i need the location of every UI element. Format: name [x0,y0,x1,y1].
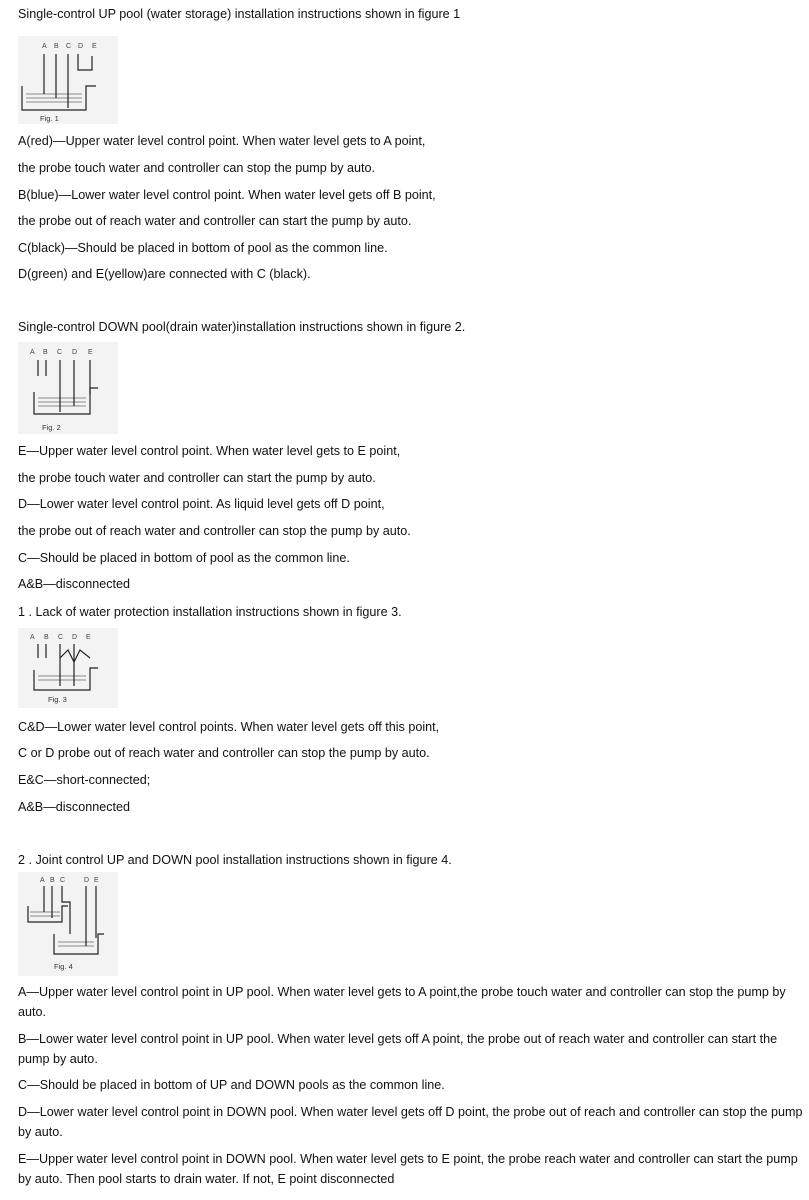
figure-4-caption: Fig. 4 [54,962,73,971]
figure-4-label-e: E [94,877,99,884]
section2-heading: Single-control DOWN pool(drain water)installation instructions shown in figure 2. [18,320,466,334]
figure-4-diagram [18,872,118,976]
section1-line-4: the probe out of reach water and controller can start the pump by auto. [18,214,412,228]
figure-1-label-d: D [78,43,84,50]
figure-3-label-a: A [30,634,35,641]
figure-3-label-b: B [44,634,49,641]
figure-3-caption: Fig. 3 [48,695,67,704]
section4-paragraph-3: C—Should be placed in bottom of UP and DOWN pools as the common line. [18,1078,445,1092]
section2-line-5: C—Should be placed in bottom of pool as the common line. [18,551,350,565]
figure-2-label-c: C [57,349,63,356]
figure-4-label-d: D [84,877,90,884]
figure-3 [18,628,118,708]
section4-paragraph-5: E—Upper water level control point in DOWN pool. When water level gets to E point, the probe reach water and controller can start the pump by auto. Then pool starts to drain water. If not, E point disconnected [18,1152,798,1186]
section1-heading: Single-control UP pool (water storage) installation instructions shown in figure 1 [18,7,461,21]
figure-2-label-e: E [88,349,93,356]
section3-heading: 1 . Lack of water protection installation instructions shown in figure 3. [18,605,402,619]
section2-line-1: E—Upper water level control point. When water level gets to E point, [18,444,401,458]
section2-line-4: the probe out of reach water and controller can stop the pump by auto. [18,524,411,538]
figure-1-label-a: A [42,43,47,50]
section4-paragraph-4: D—Lower water level control point in DOWN pool. When water level gets off D point, the probe out of reach and controller can stop the pump by auto. [18,1105,803,1139]
section4-heading: 2 . Joint control UP and DOWN pool installation instructions shown in figure 4. [18,853,452,867]
figure-2-label-b: B [43,349,48,356]
figure-1-diagram [18,36,118,124]
section1-line-6: D(green) and E(yellow)are connected with C (black). [18,267,311,281]
section3-line-3: E&C—short-connected; [18,773,151,787]
section1-line-3: B(blue)—Lower water level control point. When water level gets off B point, [18,188,436,202]
section2-line-2: the probe touch water and controller can start the pump by auto. [18,471,376,485]
section3-line-1: C&D—Lower water level control points. When water level gets off this point, [18,720,440,734]
figure-4-label-a: A [40,877,45,884]
figure-3-label-d: D [72,634,78,641]
figure-2-label-d: D [72,349,78,356]
section3-line-4: A&B—disconnected [18,800,131,814]
section4-paragraph-2: B—Lower water level control point in UP pool. When water level gets off A point, the probe out of reach water and controller can start the pump by auto. [18,1032,778,1066]
figure-3-diagram [18,628,118,708]
figure-2-caption: Fig. 2 [42,423,61,432]
figure-1 [18,36,118,124]
figure-2-diagram [18,342,118,434]
figure-2 [18,342,118,434]
figure-2-label-a: A [30,349,35,356]
figure-3-label-c: C [58,634,64,641]
figure-3-label-e: E [86,634,91,641]
figure-1-label-b: B [54,43,59,50]
figure-4-label-c: C [60,877,66,884]
figure-1-label-c: C [66,43,72,50]
figure-4 [18,872,118,976]
section2-line-3: D—Lower water level control point. As liquid level gets off D point, [18,497,385,511]
section4-paragraph-1: A—Upper water level control point in UP pool. When water level gets to A point,the probe touch water and controller can stop the pump by auto. [18,985,786,1019]
section2-line-6: A&B—disconnected [18,577,131,591]
section3-line-2: C or D probe out of reach water and controller can stop the pump by auto. [18,746,430,760]
section1-line-5: C(black)—Should be placed in bottom of pool as the common line. [18,241,388,255]
figure-1-caption: Fig. 1 [40,114,59,123]
figure-1-label-e: E [92,43,97,50]
figure-4-label-b: B [50,877,55,884]
section1-line-1: A(red)—Upper water level control point. When water level gets to A point, [18,134,426,148]
section1-line-2: the probe touch water and controller can stop the pump by auto. [18,161,376,175]
